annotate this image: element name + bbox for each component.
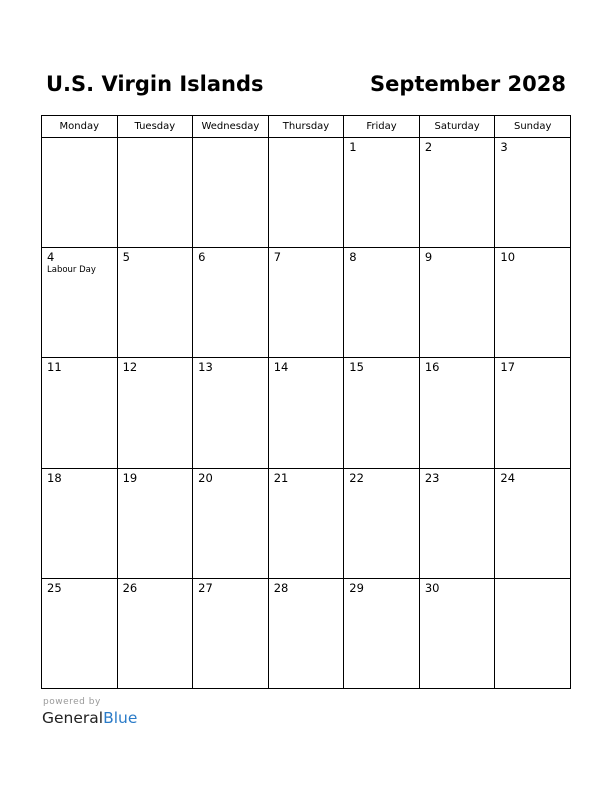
day-number: 20 [198, 470, 213, 485]
day-cell [495, 358, 571, 468]
calendar-grid [41, 115, 571, 689]
week-row [42, 578, 571, 688]
day-cell [344, 578, 420, 688]
day-cell [344, 138, 420, 248]
day-cell [117, 578, 193, 688]
day-cell [117, 138, 193, 248]
day-number: 19 [122, 470, 138, 485]
day-cell [268, 358, 344, 468]
holiday-label: Labour Day [47, 265, 96, 276]
day-number: 30 [424, 580, 440, 595]
day-number: 7 [273, 250, 282, 265]
day-number [118, 138, 193, 140]
day-number: 26 [122, 580, 138, 595]
day-cell [419, 138, 495, 248]
day-number: 3 [500, 140, 508, 154]
day-number: 9 [424, 250, 433, 265]
day-number: 25 [47, 580, 62, 595]
day-number: 13 [198, 360, 213, 375]
weekday-header: Thursday [268, 116, 344, 138]
day-cell [193, 248, 269, 358]
weekday-header: Tuesday [117, 116, 193, 138]
day-number: 28 [273, 580, 289, 595]
day-number: 2 [424, 140, 433, 154]
day-cell [344, 248, 420, 358]
day-cell [495, 138, 571, 248]
week-row [42, 358, 571, 468]
day-number: 5 [122, 250, 130, 265]
day-cell [193, 578, 269, 688]
weekday-header: Sunday [495, 116, 571, 138]
brand-name-general: General [42, 709, 104, 727]
brand-logo[interactable] [42, 708, 137, 728]
day-number: 17 [500, 360, 516, 375]
day-cell [344, 358, 420, 468]
month-year-title: September 2028 [370, 72, 566, 96]
day-cell [495, 468, 571, 578]
day-number: 16 [424, 360, 440, 375]
day-number: 10 [500, 250, 516, 265]
day-cell [42, 468, 118, 578]
powered-by-text: powered by [43, 697, 101, 707]
day-cell [42, 358, 118, 468]
weekday-header: Monday [42, 116, 118, 138]
day-number: 6 [198, 250, 206, 265]
day-number: 27 [198, 580, 213, 595]
day-number: 11 [47, 360, 62, 375]
day-cell [495, 248, 571, 358]
country-title: U.S. Virgin Islands [46, 72, 264, 96]
weekday-header: Saturday [419, 116, 495, 138]
day-cell [193, 468, 269, 578]
day-number [269, 138, 344, 140]
day-cell [268, 578, 344, 688]
day-cell [42, 248, 118, 358]
day-cell [268, 138, 344, 248]
day-number: 14 [273, 360, 289, 375]
day-cell [268, 468, 344, 578]
day-cell [117, 248, 193, 358]
day-number [42, 138, 117, 140]
day-number [193, 138, 268, 140]
day-cell [419, 248, 495, 358]
day-cell [42, 138, 118, 248]
day-cell [419, 578, 495, 688]
day-cell [193, 358, 269, 468]
brand-name-blue: Blue [103, 709, 138, 727]
day-number: 8 [349, 250, 357, 265]
day-number: 15 [349, 360, 364, 375]
weekday-header: Wednesday [193, 116, 269, 138]
day-number: 4 [47, 250, 55, 265]
day-number: 1 [349, 140, 357, 154]
day-number: 23 [424, 470, 440, 485]
day-number: 24 [500, 470, 516, 485]
day-cell [117, 468, 193, 578]
day-cell [344, 468, 420, 578]
day-number: 12 [122, 360, 138, 375]
day-cell [419, 358, 495, 468]
day-number: 21 [273, 470, 289, 485]
day-cell [42, 578, 118, 688]
day-number: 29 [349, 580, 364, 595]
week-row [42, 468, 571, 578]
week-row [42, 138, 571, 248]
day-cell [117, 358, 193, 468]
day-number: 18 [47, 470, 62, 485]
weekday-header-row [42, 116, 571, 138]
week-row [42, 248, 571, 358]
day-cell [193, 138, 269, 248]
day-number: 22 [349, 470, 364, 485]
day-cell [495, 578, 571, 688]
weekday-header: Friday [344, 116, 420, 138]
day-cell [419, 468, 495, 578]
day-cell [268, 248, 344, 358]
day-number [495, 579, 570, 581]
